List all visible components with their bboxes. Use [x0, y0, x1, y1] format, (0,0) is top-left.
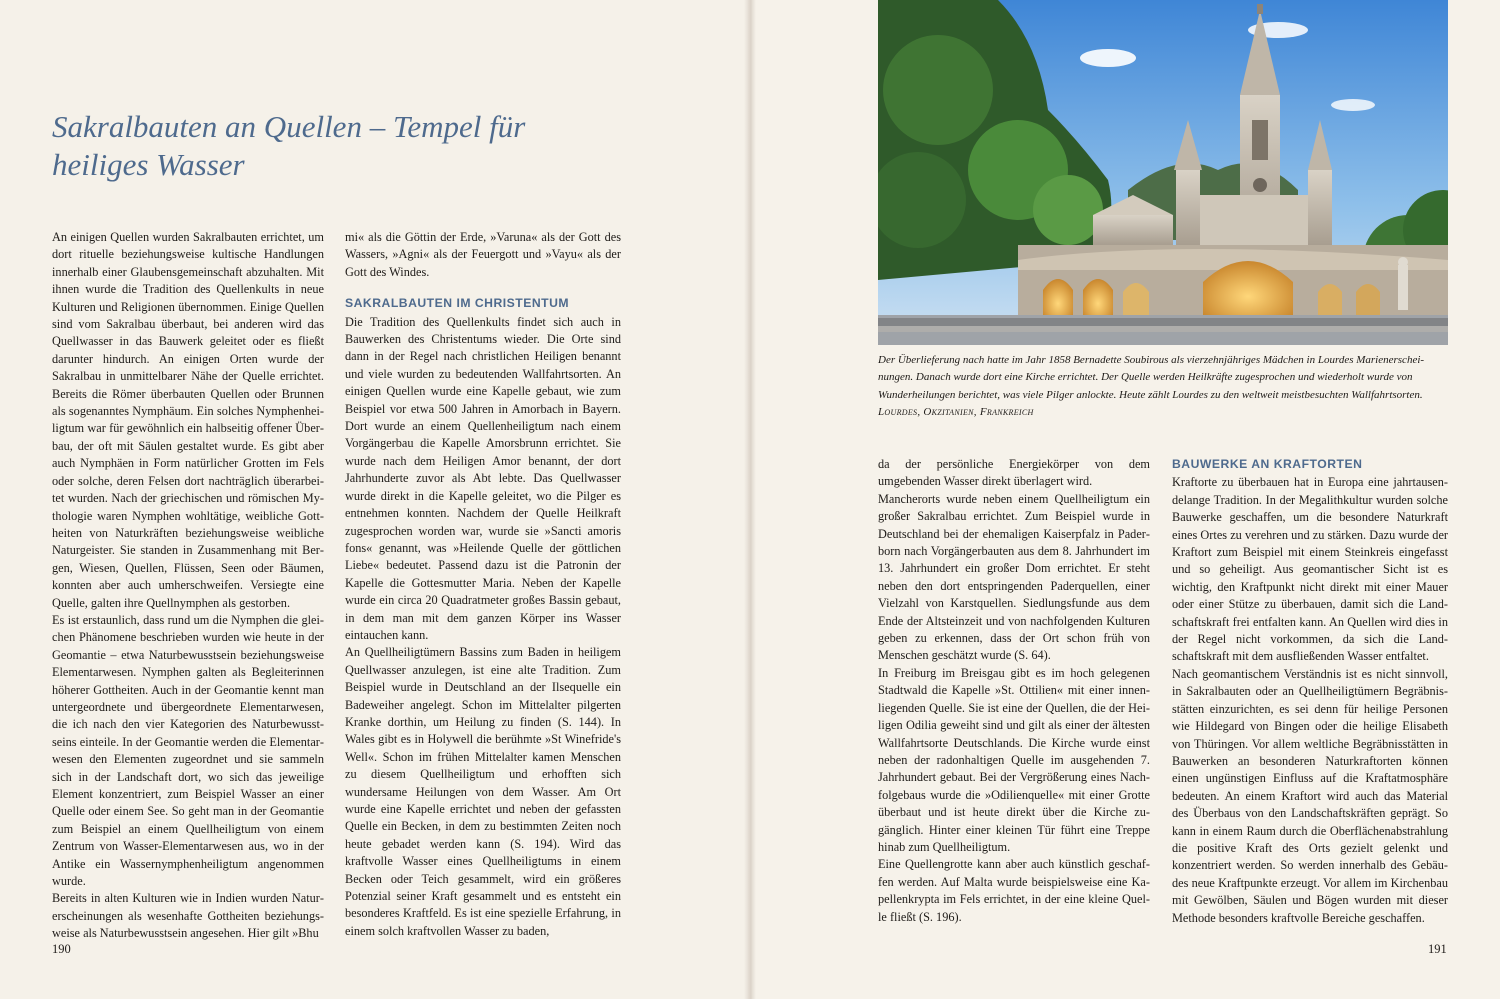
paragraph: Die Tradition des Quellenkults findet sich auch in Bauwerken des Christentums wieder. Die Orte sind dann in der Regel nach christlichen Heiligen benannt und viele wurden zu bedeutenden Wallfahrtsorten. An einigen Quellen wurde eine Kapelle gebaut, wie zum Beispiel vor etwa 500 Jahren in Amorbach in Bayern. Dort wurde an einem Quellenheiligtum nach einem Vorgängerbau die Kapelle Amorsbrunn errichtet. Sie wurde nach dem Heiligen Amor benannt, der dort Jahrhunderte zuvor als Abt lebte. Das Quellwasser wurde direkt in die Kapelle geleitet, wo die Pilger es entnehmen konnten. Nachdem der Quelle Heilkraft zugesprochen worden war, wurde sie »Sancti amoris fons« genannt, was »Heilende Quelle der göttlichen Liebe« bedeutet. Passend dazu ist die Patronin der Kapelle die Gottesmutter Maria. Neben der Kapelle wurde ein circa 20 Quadratmeter großes Bassin gebaut, in dem man mit dem ganzen Körper ins Wasser eintauchen kann. — [345, 314, 621, 642]
book-spine — [744, 0, 756, 999]
left-column-2 — [345, 229, 621, 940]
photo-caption — [878, 352, 1448, 421]
right-column-1 — [878, 456, 1150, 926]
paragraph: Mancherorts wurde neben einem Quellheiligtum ein großer Sakralbau errichtet. Zum Beispiel wurde in Deutschland bei der ehemaligen Kaiserpfalz in Paderborn nach Vorgängerbauten aus dem 8. Jahrhundert im 13. Jahrhundert ein großer Dom errichtet. Er steht neben den dort entspringenden Paderquellen, einer Vielzahl von Karstquellen. Siedlungsfunde aus dem Ende der Altsteinzeit und von nachfolgenden Kulturen geben zu erkennen, dass der Ort schon früh von Menschen geschätzt wurde (S. 64). — [878, 491, 1150, 663]
section-heading-kraftorte: BAUWERKE AN KRAFTORTEN — [1172, 457, 1363, 471]
paragraph: da der persönliche Energiekörper von dem umgebenden Wasser direkt überlagert wird. — [878, 457, 1150, 489]
caption-place: Lourdes, Okzitanien, Frankreich — [878, 405, 1034, 418]
paragraph: mi« als die Göttin der Erde, »Varuna« als der Gott des Wassers, »Agni« als der Feuergott und »Vayu« als der Gott des Windes. — [345, 230, 621, 279]
paragraph: Kraftorte zu überbauen hat in Europa eine jahrtausendelange Tradition. In der Megalithkultur wurden solche Bauwerke geschaffen, um die besondere Naturkraft eines Ortes zu verehren und zu stärken. Dazu wurde der Kraftort zum Beispiel mit einem Steinkreis eingefasst und so geheiligt. Aus geomantischer Sicht ist es wichtig, den Kraftpunkt nicht direkt mit einer Mauer oder einer Stütze zu überbauen, damit sich die Landschaftskraft frei entfalten kann. An Quellen wird dies in der Regel nicht vorkommen, da sich die Landschaftskraft mit dem ausfließenden Wasser entfaltet. — [1172, 475, 1448, 664]
caption-text: Der Überlieferung nach hatte im Jahr 1858 Bernadette Soubirous als vierzehnjähriges Mädchen in Lourdes Marienerscheinungen. Danach wurde dort eine Kirche errichtet. Der Quelle werden Heilkräfte zugesprochen und wiederholt wurde von Wunderheilungen berichtet, was viele Pilger anlockte. Heute zählt Lourdes zu den weltweit meistbesuchten Wallfahrtsorten. — [878, 354, 1425, 401]
paragraph: In Freiburg im Breisgau gibt es im hoch gelegenen Stadtwald die Kapelle »St. Ottilien« mit einer innenliegenden Quelle. Sie ist eine der Quellen, die der Heiligen Odilia geweiht sind und gilt als einer der ältesten Wallfahrtsorte Deutschlands. Die Kirche wurde einst neben der radonhaltigen Quelle im ausgehenden 7. Jahrhundert gebaut. Bei der Vergrößerung eines Nachfolgebaus wurde die »Odilienquelle« mit einer Grotte überbaut und ist heute direkt über die Kirche zugänglich. Hinter einer kleinen Tür führt eine Treppe hinab zum Quellheiligtum. — [878, 665, 1150, 854]
paragraph: Nach geomantischem Verständnis ist es nicht sinnvoll, in Sakralbauten oder an Quellheiligtümern Begräbnisstätten einzurichten, es sei denn für heilige Personen wie Hildegard von Bingen oder die heilige Elisabeth von Thüringen. Vor allem weltliche Begräbnisstätten in Bauwerken an besonderen Naturkraftorten können einen ungünstigen Einfluss auf die Kraftatmosphäre bedeuten. An einem Kraftort wird auch das Material des Überbaus von den Landschaftskräften geprägt. So kann in einem Raum durch die Oberflächenabstrahlung die positive Kraft des Orts gezielt gelenkt und konzentriert werden. So werden innerhalb des Gebäudes neue Kraftpunkte erzeugt. Vor allem im Kirchenbau mit Gewölben, Säulen und Bögen wurden mit dieser Methode besonders kraftvolle Bereiche geschaffen. — [1172, 666, 1448, 925]
title-line-1: Sakralbauten an Quellen – Tempel für — [52, 109, 526, 144]
right-column-2 — [1172, 456, 1448, 927]
paragraph: Es ist erstaunlich, dass rund um die Nymphen die gleichen Phänomene beschrieben wurden wie heute in der Geomantie – etwa Naturbewusstsein beziehungsweise Elementarwesen. Nymphen galten als Begleiterinnen höherer Gottheiten. Auch in der Geomantie kennt man untergeordnete und übergeordnete Elementarwesen, die ich nach den vier Kategorien des Naturbewusstseins einteile. In der Geomantie werden die Elementarwesen den Elementen zugeordnet und sie sammeln sich in der Landschaft dort, wo sich das jeweilige Element konzentriert, zum Beispiel Wasser an einer Quelle oder einem See. So geht man in der Geomantie zum Beispiel an einem Quellheiligtum von einem Zentrum von Wasser-Elementarwesen aus, wo in der Antike ein Wassernymphenheiligtum angenommen wurde. — [52, 612, 324, 889]
lourdes-basilica-photo — [878, 0, 1448, 345]
page-number-left: 190 — [52, 942, 71, 956]
paragraph: Bereits in alten Kulturen wie in Indien wurden Naturerscheinungen als wesenhafte Gottheiten beziehungsweise als Naturbewusstsein angesehen. Hier gilt »Bhu — [52, 891, 324, 941]
paragraph: An einigen Quellen wurden Sakralbauten errichtet, um dort rituelle beziehungsweise kultische Handlungen innerhalb einer Glaubensgemeinschaft abzuhalten. Mit ihnen wurde die Tradition des Quellenkults in neue Kulturen und Religionen übernommen. Einige Quellen sind vom Sakralbau überbaut, bei anderen wird das Quellwasser in das Bauwerk geleitet oder es fließt darunter hindurch. An einigen Orten wurde der Sakralbau in unmittelbarer Nähe der Quelle errichtet. Bereits die Römer überbauten Quellen oder Brunnen als sogenanntes Nymphäum. Ein solches Nymphenheiligtum war für gewöhnlich ein halbseitig offener Überbau, der oft mit Säulen gestaltet wurde. Es gibt aber auch Nymphäen in Form natürlicher Grotten im Fels oder solche, deren Felsen dort nachträglich überarbeitet wurden. Nach der griechischen und römischen Mythologie waren Nymphen wohltätige, weibliche Gottheiten von Naturkräften beziehungsweise weibliche Naturgeister. Sie standen in Zusammenhang mit Bergen, Wiesen, Quellen, Flüssen, Seen oder Bäumen, konnten aber auch umherschweifen. Versiegte eine Quelle, galten ihre Quellnymphen als gestorben. — [52, 230, 324, 610]
chapter-title — [52, 108, 612, 184]
title-line-2: heiliges Wasser — [52, 147, 245, 182]
paragraph: Eine Quellengrotte kann aber auch künstlich geschaffen werden. Auf Malta wurde beispielsweise eine Kapellenkrypta im Fels errichtet, in der eine kleine Quelle fließt (S. 196). — [878, 857, 1150, 924]
left-column-1 — [52, 229, 324, 943]
section-heading-christentum: SAKRALBAUTEN IM CHRISTENTUM — [345, 296, 570, 311]
lourdes-illustration — [878, 0, 1448, 345]
paragraph: An Quellheiligtümern Bassins zum Baden in heiligem Quellwasser anzulegen, ist eine alte Tradition. Zum Beispiel wurde in Deutschland an der Ilsequelle ein Badeweiher angelegt. Schon im Mittelalter pilgerten Kranke dorthin, um Heilung zu finden (S. 144). In Wales gibt es in Holywell die berühmte »St Winefride's Well«. Schon im frühen Mittelalter kamen Menschen zu diesem Quellheiligtum und erhofften sich wundersame Heilungen von dem Wasser. Am Ort wurde eine Kapelle errichtet und neben der gefassten Quelle ein Becken, in dem zu bestimmten Zeiten noch heute gebadet werden kann (S. 194). Wird das kraftvolle Wasser eines Quellheiligtums in einem Becken oder Teich gesammelt, wird ein größeres Potenzial seiner Kraft gesammelt und es entsteht ein besonderes Kraftfeld. Es ist eine spezielle Erfahrung, in einem solch kraftvollen Wasser zu baden, — [345, 645, 621, 938]
page-number-right: 191 — [1428, 942, 1447, 956]
